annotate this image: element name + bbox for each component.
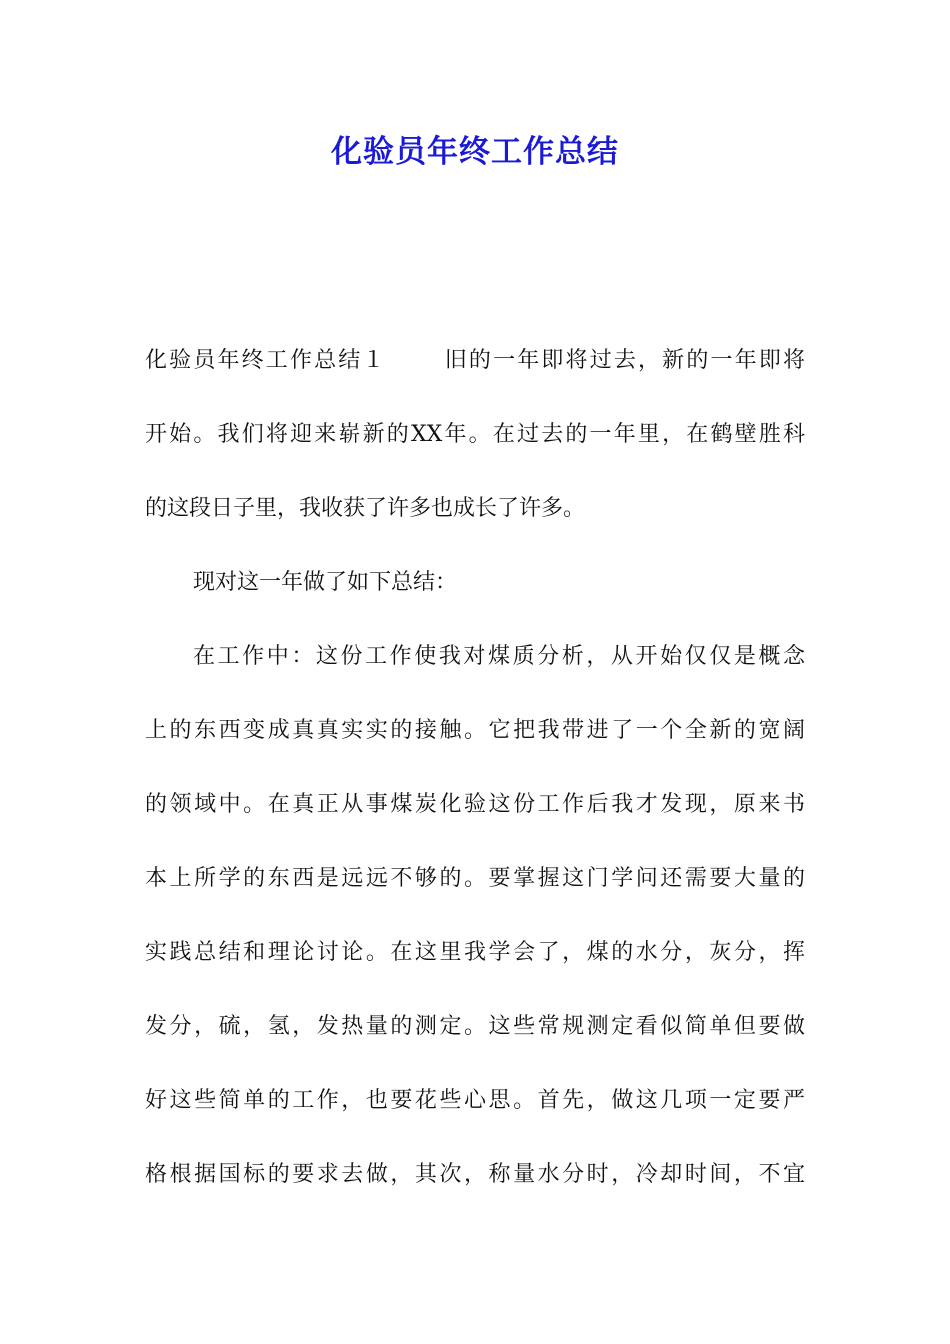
section-heading: 化验员年终工作总结１: [145, 348, 387, 373]
paragraph-1-line-2: 开始。我们将迎来崭新的XX年。在过去的一年里，在鹤壁胜科: [145, 422, 805, 447]
paragraph-3-line-2: 上的东西变成真真实实的接触。它把我带进了一个全新的宽阔: [145, 718, 805, 743]
paragraph-3-line-3: 的领域中。在真正从事煤炭化验这份工作后我才发现，原来书: [145, 792, 805, 817]
paragraph-3-line-4: 本上所学的东西是远远不够的。要掌握这门学问还需要大量的: [145, 866, 805, 891]
paragraph-3-line-1: 在工作中：这份工作使我对煤质分析，从开始仅仅是概念: [193, 644, 805, 669]
paragraph-2: 现对这一年做了如下总结：: [193, 570, 458, 595]
paragraph-1-line-1-text: 旧的一年即将过去，新的一年即将: [442, 348, 805, 373]
document-body: [145, 333, 805, 1221]
paragraph-3-line-5: 实践总结和理论讨论。在这里我学会了，煤的水分，灰分，挥: [145, 940, 805, 965]
paragraph-1-line-3: 的这段日子里，我收获了许多也成长了许多。: [145, 496, 586, 521]
paragraph-1-line-1: [145, 333, 805, 407]
document-title: 化验员年终工作总结: [331, 134, 619, 170]
paragraph-3-line-6: 发分，硫，氢，发热量的测定。这些常规测定看似简单但要做: [145, 1014, 805, 1039]
paragraph-3-line-8: 格根据国标的要求去做，其次，称量水分时，冷却时间，不宜: [145, 1162, 805, 1187]
paragraph-3-line-7: 好这些简单的工作，也要花些心思。首先，做这几项一定要严: [145, 1088, 805, 1113]
